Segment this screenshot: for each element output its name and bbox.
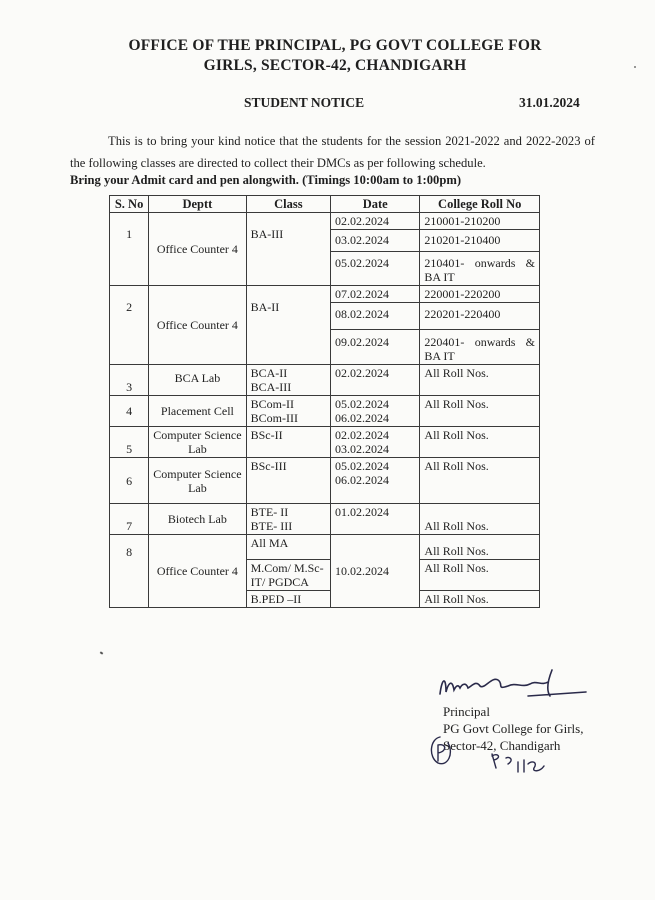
class-line: BCA-III: [250, 380, 292, 394]
cell-roll: 220001-220200: [420, 286, 540, 303]
cell-roll: All Roll Nos.: [420, 504, 540, 535]
cell-roll: 220401- onwards & BA IT: [420, 330, 540, 365]
cell-class: BSc-III: [246, 458, 330, 504]
cell-class: BA-II: [246, 286, 330, 365]
cell-roll: All Roll Nos.: [420, 427, 540, 458]
cell-class: M.Com/ M.Sc-IT/ PGDCA: [246, 560, 330, 591]
cell-sno: 1: [110, 213, 149, 286]
header-sno: S. No: [110, 196, 149, 213]
table-row: [110, 365, 540, 396]
cell-sno: 5: [110, 427, 149, 458]
notice-instruction: Bring your Admit card and pen alongwith. (Timings 10:00am to 1:00pm): [70, 173, 462, 187]
table-header-row: [110, 196, 540, 213]
cell-dept: Computer Science Lab: [149, 427, 246, 458]
handwritten-mark: [426, 733, 456, 767]
cell-roll: All Roll Nos.: [420, 365, 540, 396]
handwritten-initials: [488, 748, 560, 774]
cell-date: 05.02.2024: [331, 252, 420, 286]
cell-dept: Computer Science Lab: [149, 458, 246, 504]
cell-roll: All Roll Nos.: [420, 591, 540, 608]
cell-date: [331, 396, 420, 427]
cell-date: 07.02.2024: [331, 286, 420, 303]
cell-dept: Office Counter 4: [149, 213, 246, 286]
scan-speck: [634, 66, 636, 68]
class-line: BCom-III: [250, 411, 298, 425]
header-deptt: Deptt: [149, 196, 246, 213]
cell-date: 03.02.2024: [331, 230, 420, 252]
cell-roll: 210401- onwards & BA IT: [420, 252, 540, 286]
office-title: [70, 36, 600, 76]
notice-heading: STUDENT NOTICE: [244, 95, 365, 110]
title-line-1: OFFICE OF THE PRINCIPAL, PG GOVT COLLEGE FOR: [128, 37, 542, 54]
cell-date: [331, 458, 420, 504]
cell-date: 02.02.2024: [331, 365, 420, 396]
class-line: BTE- III: [250, 519, 293, 533]
cell-roll: All Roll Nos.: [420, 560, 540, 591]
table-row: [110, 396, 540, 427]
cell-sno: 3: [110, 365, 149, 396]
cell-sno: 4: [110, 396, 149, 427]
class-line: BTE- II: [250, 505, 289, 519]
cell-sno: 6: [110, 458, 149, 504]
cell-date: 10.02.2024: [331, 535, 420, 608]
cell-dept: Biotech Lab: [149, 504, 246, 535]
cell-class: [246, 396, 330, 427]
cell-date: [331, 427, 420, 458]
header-class: Class: [246, 196, 330, 213]
cell-date: 01.02.2024: [331, 504, 420, 535]
header-roll-no: College Roll No: [420, 196, 540, 213]
cell-date: 08.02.2024: [331, 303, 420, 330]
cell-class: BSc-II: [246, 427, 330, 458]
title-line-2: GIRLS, SECTOR-42, CHANDIGARH: [203, 57, 467, 74]
date-line: 05.02.2024: [335, 397, 390, 411]
header-date: Date: [331, 196, 420, 213]
cell-dept: Office Counter 4: [149, 286, 246, 365]
table-row: [110, 213, 540, 230]
cell-sno: 8: [110, 535, 149, 608]
notice-paragraph-text: This is to bring your kind notice that the students for the session 2021-2022 and 2022-2023 of the following classes are directed to collect their DMCs as per following schedule.: [70, 134, 595, 170]
cell-dept: BCA Lab: [149, 365, 246, 396]
cell-roll: 210001-210200: [420, 213, 540, 230]
cell-sno: 7: [110, 504, 149, 535]
date-line: 06.02.2024: [335, 473, 390, 487]
signature-location: Sector-42, Chandigarh: [443, 738, 561, 753]
cell-dept: Office Counter 4: [149, 535, 246, 608]
date-line: 06.02.2024: [335, 411, 390, 425]
date-line: 02.02.2024: [335, 428, 390, 442]
cell-sno: 2: [110, 286, 149, 365]
notice-paragraph: [70, 130, 595, 174]
cell-class: [246, 365, 330, 396]
cell-class: B.PED –II: [246, 591, 330, 608]
class-line: BCA-II: [250, 366, 288, 380]
stray-mark: [100, 651, 104, 654]
table-row: [110, 504, 540, 535]
cell-date: 09.02.2024: [331, 330, 420, 365]
date-line: 03.02.2024: [335, 442, 390, 456]
cell-dept: Placement Cell: [149, 396, 246, 427]
schedule-table: [109, 195, 540, 608]
cell-class: BA-III: [246, 213, 330, 286]
date-line: 05.02.2024: [335, 459, 390, 473]
table-row: [110, 458, 540, 504]
cell-roll: All Roll Nos.: [420, 535, 540, 560]
table-row: [110, 427, 540, 458]
signature-role: Principal: [443, 704, 490, 719]
cell-class: All MA: [246, 535, 330, 560]
table-row: [110, 535, 540, 560]
class-line: BCom-II: [250, 397, 294, 411]
cell-roll: 220201-220400: [420, 303, 540, 330]
table-row: [110, 286, 540, 303]
cell-roll: All Roll Nos.: [420, 458, 540, 504]
notice-date: 31.01.2024: [519, 95, 580, 110]
cell-roll: All Roll Nos.: [420, 396, 540, 427]
principal-signature: [436, 666, 596, 706]
signature-college: PG Govt College for Girls,: [443, 721, 584, 736]
cell-class: [246, 504, 330, 535]
cell-roll: 210201-210400: [420, 230, 540, 252]
signature-block: [443, 703, 583, 754]
cell-date: 02.02.2024: [331, 213, 420, 230]
